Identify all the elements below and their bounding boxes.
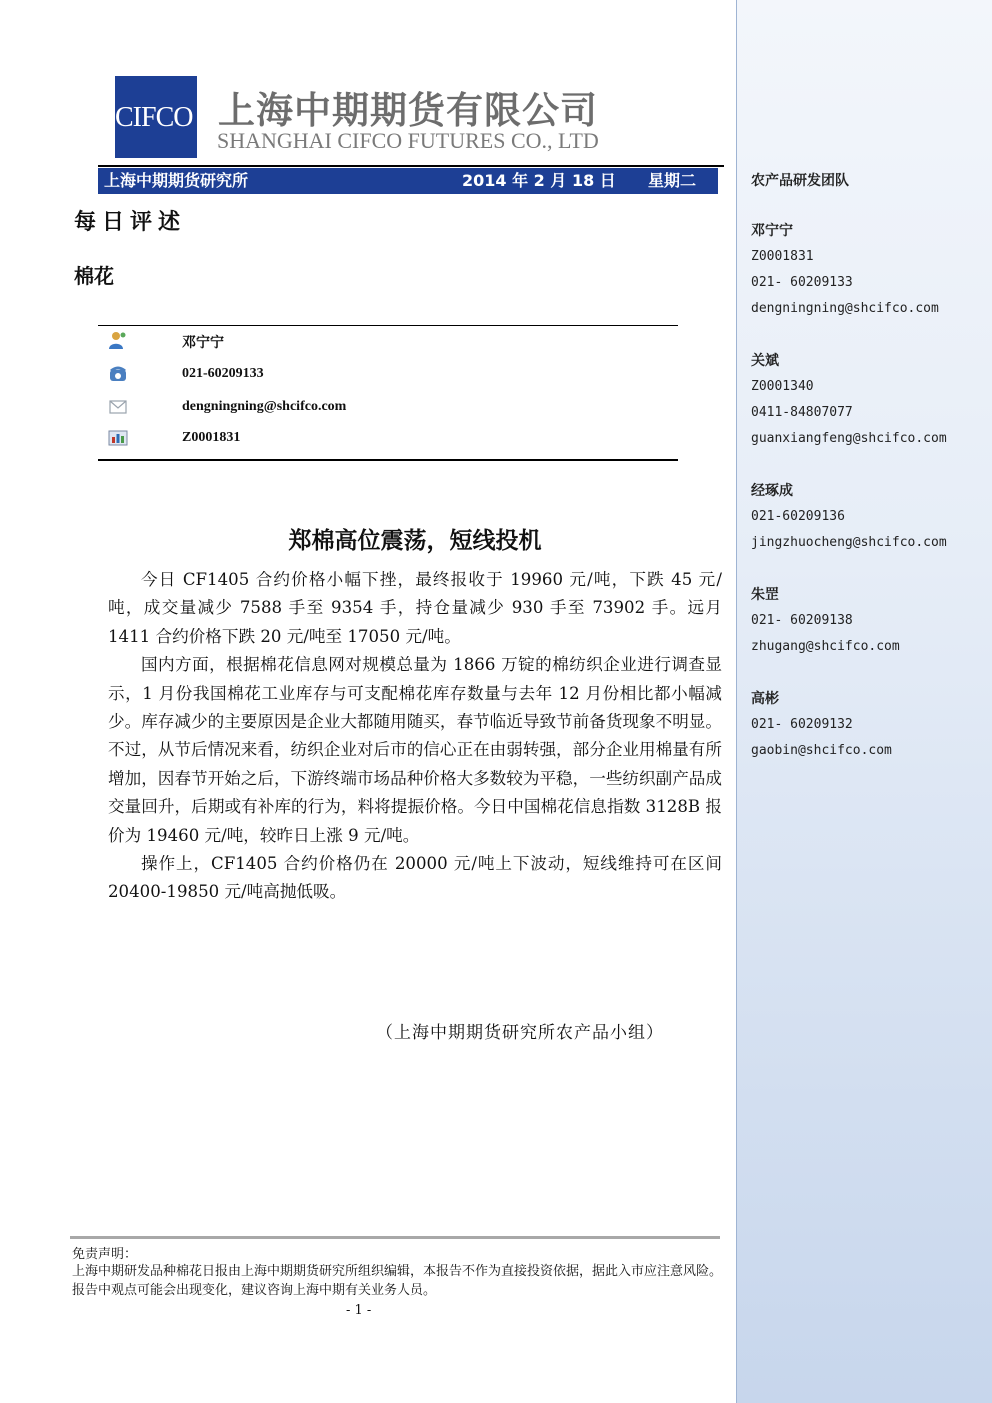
contact-name: 邓宁宁 (182, 336, 224, 351)
company-logo (115, 76, 197, 158)
disclaimer-divider (70, 1236, 720, 1239)
paragraph: 国内方面，根据棉花信息网对规模总量为 1866 万锭的棉纺织企业进行调查显示，1 月份我国棉花工业库存与可支配棉花库存数量与去年 12 月份相比都小幅减少。库存减少的主要原因是企业大都随用随买，春节临近导致节前备货现象不明显。不过，从节后情况来看，纺织企业对后市的信心正在由弱转强，部分企业用棉量有所增加，因春节开始之后，下游终端市场品种价格大多数较为平稳，一些纺织副产品成交量回升，后期或有补库的行为，料将提振价格。今日中国棉花信息指数 3128B 报价为 19460 元/吨，较昨日上涨 9 元/吨。 (108, 655, 722, 845)
contact-license: Z0001831 (182, 430, 241, 445)
article-body (108, 566, 722, 907)
page-number: - 1 - (346, 1303, 372, 1318)
article-headline: 郑棉高位震荡，短线投机 (288, 528, 542, 554)
member-phone: 021- 60209138 (751, 613, 853, 628)
member-name: 高彬 (751, 691, 779, 707)
sidebar-team-title: 农产品研发团队 (751, 173, 849, 189)
member-name: 经琢成 (751, 483, 793, 499)
member-phone: 021-60209136 (751, 509, 845, 524)
license-icon (108, 428, 128, 448)
member-name: 朱罡 (751, 587, 779, 603)
email-icon (108, 397, 128, 417)
member-name: 邓宁宁 (751, 223, 793, 239)
member-phone: 0411-84807077 (751, 405, 853, 420)
member-email[interactable]: dengningning@shcifco.com (751, 301, 939, 316)
member-license: Z0001831 (751, 249, 814, 264)
paragraph: 今日 CF1405 合约价格小幅下挫，最终报收于 19960 元/吨，下跌 45 元/吨，成交量减少 7588 手至 9354 手，持仓量减少 930 手至 73902 手。远月 1411 合约价格下跌 20 元/吨至 17050 元/吨。 (108, 570, 722, 646)
report-weekday: 星期二 (648, 171, 697, 190)
person-icon (108, 330, 128, 350)
sidebar-member (751, 218, 939, 322)
member-email[interactable]: zhugang@shcifco.com (751, 639, 900, 654)
header-divider (98, 165, 724, 167)
company-name-en: SHANGHAI CIFCO FUTURES CO., LTD (217, 128, 599, 153)
member-license: Z0001340 (751, 379, 814, 394)
sidebar-member (751, 582, 900, 660)
contact-phone: 021-60209133 (182, 366, 264, 381)
member-email[interactable]: gaobin@shcifco.com (751, 743, 892, 758)
member-name: 关斌 (751, 353, 779, 369)
paragraph: 操作上，CF1405 合约价格仍在 20000 元/吨上下波动，短线维持可在区间 20400-19850 元/吨高抛低吸。 (108, 854, 722, 902)
member-email[interactable]: guanxiangfeng@shcifco.com (751, 431, 947, 446)
section-title: 每日评述 (74, 210, 187, 235)
article-signoff: （上海中期期货研究所农产品小组） (376, 1023, 664, 1043)
contact-email[interactable]: dengningning@shcifco.com (182, 399, 347, 414)
sidebar-member (751, 686, 892, 764)
contact-top-rule (98, 325, 678, 326)
logo-text: CIFCO (115, 102, 193, 133)
sidebar-member (751, 348, 947, 452)
contact-bottom-rule (98, 459, 678, 461)
institute-name: 上海中期期货研究所 (104, 171, 249, 190)
member-phone: 021- 60209133 (751, 275, 853, 290)
commodity-title: 棉花 (74, 264, 114, 288)
member-email[interactable]: jingzhuocheng@shcifco.com (751, 535, 947, 550)
phone-icon (108, 364, 128, 384)
member-phone: 021- 60209132 (751, 717, 853, 732)
report-date: 2014 年 2 月 18 日 (462, 171, 616, 190)
header-bar (98, 168, 718, 194)
company-name-cn: 上海中期期货有限公司 (218, 89, 598, 132)
disclaimer-text: 上海中期研发品种棉花日报由上海中期期货研究所组织编辑，本报告不作为直接投资依据，据此入市应注意风险。报告中观点可能会出现变化，建议咨询上海中期有关业务人员。 (72, 1264, 723, 1298)
disclaimer-title: 免责声明： (72, 1247, 138, 1262)
sidebar-panel (736, 0, 992, 1403)
